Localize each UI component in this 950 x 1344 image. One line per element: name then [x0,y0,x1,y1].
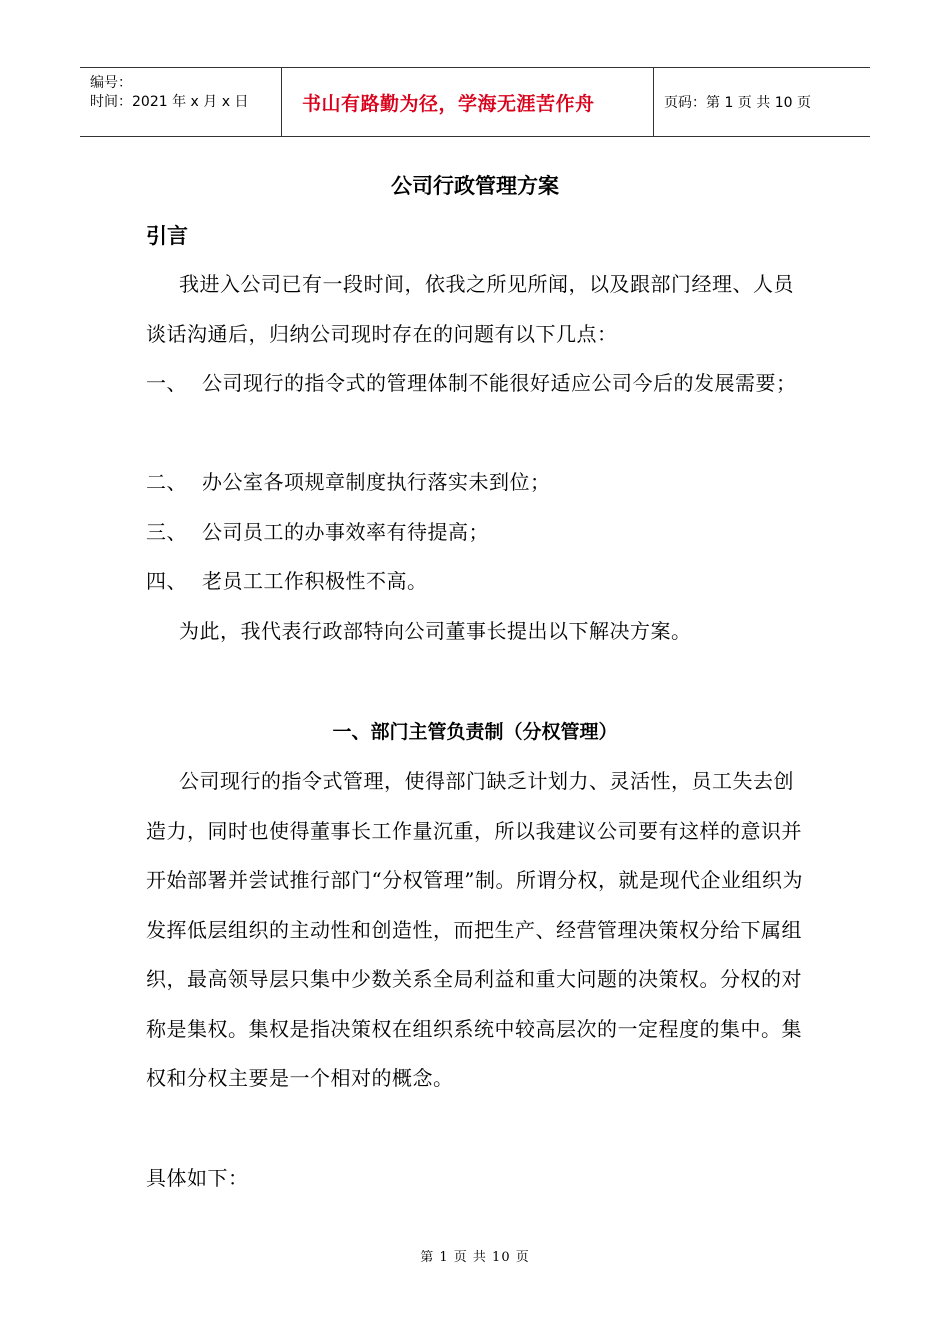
problem-item-2 [146,458,814,508]
page-info: 页码：第 1 页 共 10 页 [664,95,811,111]
intro-heading: 引言 [146,224,188,248]
footer-page-number: 第 1 页 共 10 页 [420,1250,530,1265]
problem-item-4 [146,557,814,607]
section-paragraph: 公司现行的指令式管理，使得部门缺乏计划力、灵活性，员工失去创造力，同时也使得董事长工作量沉重，所以我建议公司要有这样的意识并开始部署并尝试推行部门“分权管理”制。所谓分权，就是现代企业组织为发挥低层组织的主动性和创造性，而把生产、经营管理决策权分给下属组织，最高领导层只集中少数关系全局利益和重大问题的决策权。分权的对称是集权。集权是指决策权在组织系统中较高层次的一定程度的集中。集权和分权主要是一个相对的概念。 [146,769,803,1090]
intro-paragraph: 我进入公司已有一段时间，依我之所见所闻，以及跟部门经理、人员谈话沟通后，归纳公司现时存在的问题有以下几点： [146,272,794,346]
transition-paragraph: 为此，我代表行政部特向公司董事长提出以下解决方案。 [179,619,692,643]
problem-item-1 [146,359,814,409]
section-heading: 一、部门主管负责制（分权管理） [332,721,618,743]
problem-text: 公司员工的办事效率有待提高； [202,520,489,544]
date-label: 时间：2021 年 x 月 x 日 [90,94,249,110]
header-page-cell [654,68,870,136]
problem-number: 二、 [146,470,187,494]
document-title: 公司行政管理方案 [391,174,559,198]
problem-item-3 [146,508,814,558]
header-meta-cell [80,68,281,136]
problem-text: 公司现行的指令式的管理体制不能很好适应公司今后的发展需要； [202,371,797,395]
header-table [80,67,870,137]
section-followup: 具体如下： [146,1166,249,1190]
header-motto-cell [281,68,654,136]
problem-number: 四、 [146,569,187,593]
number-label: 编号： [90,75,132,91]
problem-text: 办公室各项规章制度执行落实未到位； [202,470,551,494]
problem-number: 一、 [146,371,187,395]
problem-text: 老员工工作积极性不高。 [202,569,428,593]
problem-number: 三、 [146,520,187,544]
motto-text: 书山有路勤为径，学海无涯苦作舟 [302,92,595,115]
